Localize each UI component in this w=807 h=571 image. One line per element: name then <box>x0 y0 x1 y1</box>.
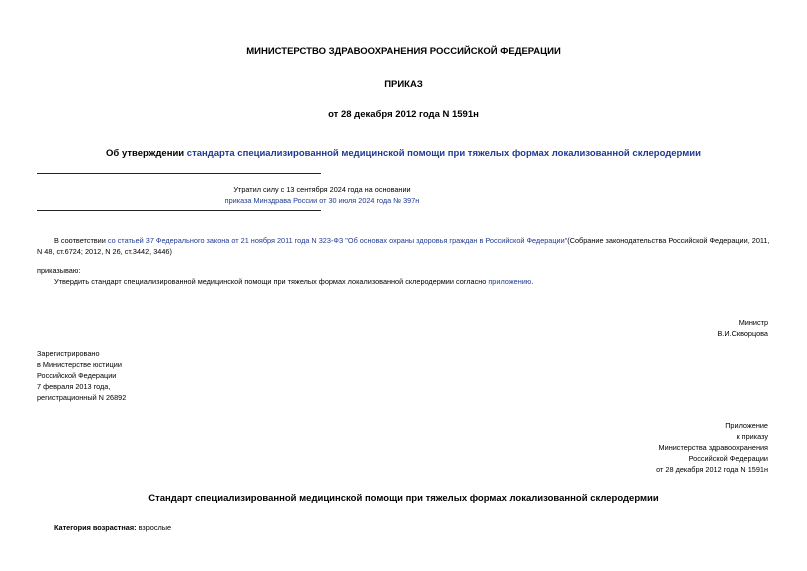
appendix-line: Министерства здравоохранения <box>658 443 768 452</box>
status-bottom-rule <box>37 210 321 211</box>
signature-position: Министр <box>738 318 768 327</box>
document-title <box>0 148 807 159</box>
registration-line: 7 февраля 2013 года, <box>37 382 111 391</box>
preamble-prefix: В соответствии <box>54 236 108 245</box>
preamble-suffix: (Собрание законодательства Российской Федерации, 2011, <box>567 236 770 245</box>
order-text-suffix: . <box>531 277 534 286</box>
order-word: приказываю: <box>37 266 81 275</box>
status-line-link-row <box>37 195 607 206</box>
signature-name: В.И.Скворцова <box>717 329 768 338</box>
age-category-value: взрослые <box>136 523 172 532</box>
preamble-line1 <box>54 235 774 246</box>
appendix-line: Приложение <box>725 421 768 430</box>
registration-line: регистрационный N 26892 <box>37 393 127 402</box>
standard-title: Стандарт специализированной медицинской помощи при тяжелых формах локализованной склеродермии <box>148 493 659 504</box>
order-text-prefix: Утвердить стандарт специализированной медицинской помощи при тяжелых формах локализованной склеродермии согласно <box>54 277 489 286</box>
appendix-link[interactable]: приложению <box>488 277 532 286</box>
age-category <box>54 522 171 533</box>
doc-date-number: от 28 декабря 2012 года N 1591н <box>328 109 479 120</box>
registration-block <box>37 348 126 403</box>
title-prefix: Об утверждении <box>106 148 187 159</box>
registration-line: в Министерстве юстиции <box>37 360 122 369</box>
appendix-line: от 28 декабря 2012 года N 1591н <box>656 465 768 474</box>
doc-type: ПРИКАЗ <box>384 79 423 90</box>
repeal-order-link[interactable]: приказа Минздрава России от 30 июля 2024 года № 397н <box>224 196 420 205</box>
status-line: Утратил силу с 13 сентября 2024 года на основании <box>233 185 411 194</box>
status-top-rule <box>37 173 321 174</box>
federal-law-link[interactable]: со статьей 37 Федерального закона от 21 ноября 2011 года N 323-ФЗ "Об основах охраны здоровья граждан в Российской Федерации" <box>107 236 568 245</box>
appendix-block <box>656 420 768 475</box>
preamble-line2: N 48, ст.6724; 2012, N 26, ст.3442, 3446) <box>37 247 172 256</box>
age-category-label: Категория возрастная: <box>54 523 137 532</box>
ministry-heading: МИНИСТЕРСТВО ЗДРАВООХРАНЕНИЯ РОССИЙСКОЙ ФЕДЕРАЦИИ <box>246 46 561 57</box>
order-text <box>54 276 533 287</box>
appendix-line: Российской Федерации <box>688 454 768 463</box>
registration-line: Зарегистрировано <box>37 349 100 358</box>
appendix-line: к приказу <box>736 432 768 441</box>
standard-link[interactable]: стандарта специализированной медицинской помощи при тяжелых формах локализованной склеродермии <box>186 148 701 159</box>
registration-line: Российской Федерации <box>37 371 117 380</box>
